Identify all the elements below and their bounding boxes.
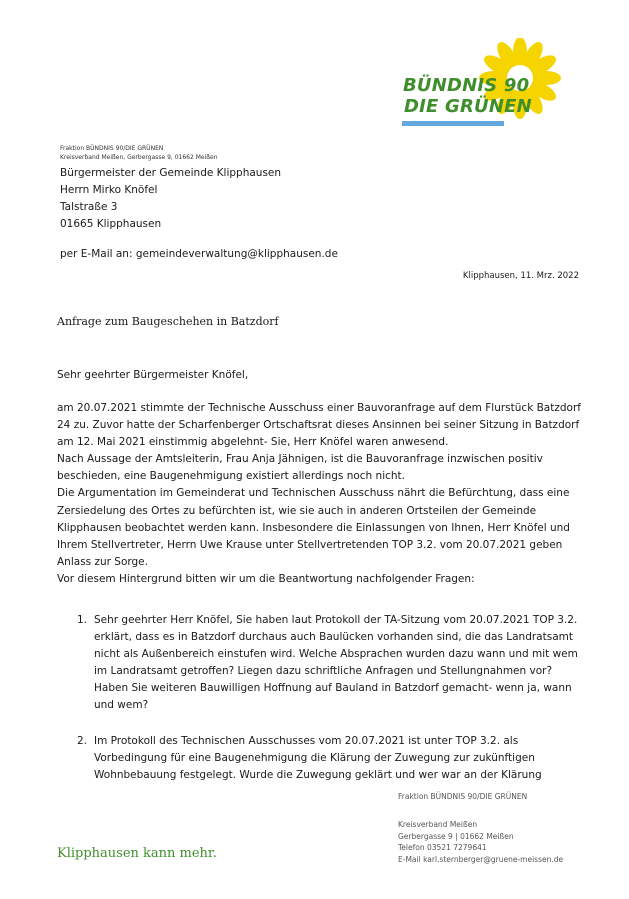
question-line: Wohnbebauung festgelegt. Wurde die Zuwegung geklärt und wer war an der Klärung xyxy=(94,769,542,782)
recipient-line: 01665 Klipphausen xyxy=(60,218,162,230)
body-line: Vor diesem Hintergrund bitten wir um die Beantwortung nachfolgender Fragen: xyxy=(57,572,475,585)
question-line: Vorbedingung für eine Baugenehmigung die Klärung der Zuwegung zur zukünftigen xyxy=(94,752,535,765)
body-line: am 20.07.2021 stimmte der Technische Ausschuss einer Bauvoranfrage auf dem Flurstück Batzdorf xyxy=(57,402,581,414)
body-line: Die Argumentation im Gemeinderat und Technischen Ausschuss nährt die Befürchtung, dass eine xyxy=(57,487,570,500)
question-line: Im Protokoll des Technischen Ausschusses vom 20.07.2021 ist unter TOP 3.2. als xyxy=(94,735,519,747)
footer-address-line: Kreisverband Meißen xyxy=(398,820,478,829)
body-line: beschieden, eine Baugenehmigung existiert allerdings noch nicht. xyxy=(57,470,406,483)
salutation: Sehr geehrter Bürgermeister Knöfel, xyxy=(57,369,249,381)
sender-line-2: Kreisverband Meißen, Gerbergasse 9, 01662 Meißen xyxy=(60,154,218,161)
party-logo xyxy=(398,38,568,132)
question-line: Sehr geehrter Herr Knöfel, Sie haben laut Protokoll der TA-Sitzung vom 20.07.2021 TOP 3.2. xyxy=(94,614,578,626)
question-line: erklärt, dass es in Batzdorf durchaus auch Baulücken vorhanden sind, die das Landratsamt xyxy=(94,631,573,644)
question-number: 2. xyxy=(77,735,88,747)
body-line: Ihrem Stellvertreter, Herrn Uwe Krause unter Stellvertretenden TOP 3.2. vom 20.07.2021 geben xyxy=(57,538,563,551)
footer-slogan: Klipphausen kann mehr. xyxy=(57,846,217,861)
body-line: Klipphausen beobachtet werden kann. Insbesondere die Einlassungen von Ihnen, Herr Knöfel und xyxy=(57,521,570,534)
letter-date: Klipphausen, 11. Mrz. 2022 xyxy=(462,271,579,281)
sender-line-1: Fraktion BÜNDNIS 90/DIE GRÜNEN xyxy=(60,145,164,152)
body-line: Anlass zur Sorge. xyxy=(57,555,148,568)
footer-address-line: E-Mail karl.sternberger@gruene-meissen.de xyxy=(398,854,564,864)
question-text xyxy=(94,612,578,715)
letter-subject: Anfrage zum Baugeschehen in Batzdorf xyxy=(57,315,279,328)
body-line: 24 zu. Zuvor hatte der Scharfenberger Ortschaftsrat dieses Ansinnen bei seiner Sitzung in Batzdorf xyxy=(57,419,580,432)
footer-address xyxy=(398,819,563,865)
question-line: nicht als Außenbereich einstufen wird. Welche Absprachen wurden dazu wann und mit wem xyxy=(94,648,578,661)
logo-text-line1: BÜNDNIS 90 xyxy=(403,75,530,96)
logo-blue-bar xyxy=(402,121,504,126)
recipient-line: Herrn Mirko Knöfel xyxy=(60,184,158,196)
question-line: und wem? xyxy=(94,699,149,712)
question-line: im Landratsamt getroffen? Liegen dazu schriftliche Anfragen und Stellungnahmen vor? xyxy=(94,665,553,678)
letter-body xyxy=(57,400,597,588)
question-number: 1. xyxy=(77,614,88,626)
footer-org: Fraktion BÜNDNIS 90/DIE GRÜNEN xyxy=(398,792,528,801)
email-line: per E-Mail an: gemeindeverwaltung@klipphausen.de xyxy=(60,248,338,260)
question-line: Haben Sie weiteren Bauwilligen Hoffnung auf Bauland in Batzdorf gemacht- wenn ja, wann xyxy=(94,682,572,695)
body-line: am 12. Mai 2021 einstimmig abgelehnt- Sie, Herr Knöfel waren anwesend. xyxy=(57,436,449,449)
footer-address-line: Gerbergasse 9 | 01662 Meißen xyxy=(398,831,514,841)
question-text xyxy=(94,733,542,784)
recipient-line: Talstraße 3 xyxy=(60,201,118,213)
recipient-line: Bürgermeister der Gemeinde Klipphausen xyxy=(60,167,282,179)
body-line: Nach Aussage der Amtsleiterin, Frau Anja Jähnigen, ist die Bauvoranfrage inzwischen positiv xyxy=(57,453,543,466)
footer-address-line: Telefon 03521 7279641 xyxy=(398,843,487,852)
logo-text-line2: DIE GRÜNEN xyxy=(404,96,532,117)
body-line: Zersiedelung des Ortes zu befürchten ist, wie sie auch in anderen Ortsteilen der Gemeinde xyxy=(57,504,537,517)
